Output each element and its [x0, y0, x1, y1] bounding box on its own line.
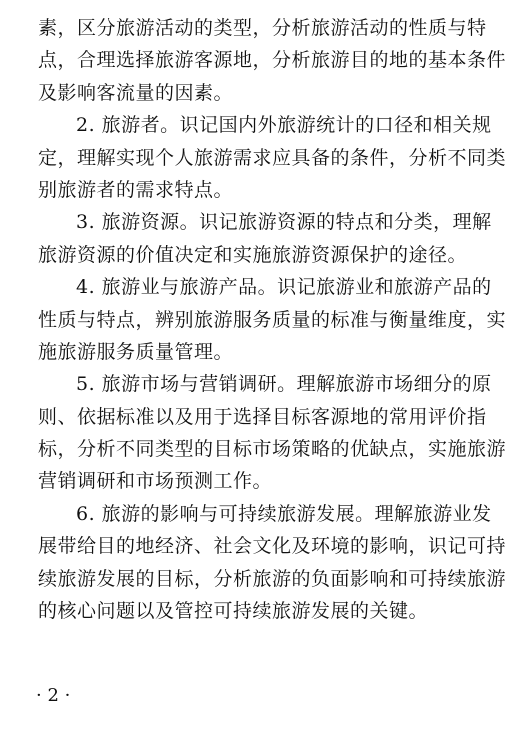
section-2-heading-line: 2. 旅游者。识记国内外旅游统计的口径和相关规: [76, 114, 492, 137]
text-line: 则、依据标准以及用于选择目标客源地的常用评价指: [38, 405, 487, 428]
section-5-heading-line: 5. 旅游市场与营销调研。理解旅游市场细分的原: [76, 373, 492, 396]
text-line: 点，合理选择旅游客源地，分析旅游目的地的基本条件: [38, 49, 507, 72]
text-line: 标，分析不同类型的目标市场策略的优缺点，实施旅游: [38, 438, 507, 461]
section-4-heading-line: 4. 旅游业与旅游产品。识记旅游业和旅游产品的: [76, 276, 492, 299]
section-3-heading-line: 3. 旅游资源。识记旅游资源的特点和分类，理解: [76, 211, 492, 234]
section-6-heading-line: 6. 旅游的影响与可持续旅游发展。理解旅游业发: [76, 502, 492, 525]
text-line: 营销调研和市场预测工作。: [38, 470, 273, 493]
text-line: 性质与特点，辨别旅游服务质量的标准与衡量维度，实: [38, 308, 507, 331]
text-line: 续旅游发展的目标，分析旅游的负面影响和可持续旅游: [38, 567, 507, 590]
text-line: 展带给目的地经济、社会文化及环境的影响，识记可持: [38, 535, 507, 558]
text-line: 别旅游者的需求特点。: [38, 178, 234, 201]
text-line: 施旅游服务质量管理。: [38, 340, 234, 363]
text-line: 旅游资源的价值决定和实施旅游资源保护的途径。: [38, 243, 468, 266]
text-line: 及影响客流量的因素。: [38, 81, 234, 104]
text-line: 素，区分旅游活动的类型，分析旅游活动的性质与特: [38, 17, 487, 39]
text-line: 定，理解实现个人旅游需求应具备的条件，分析不同类: [38, 146, 507, 169]
text-line: 的核心问题以及管控可持续旅游发展的关键。: [38, 600, 429, 623]
document-body: [38, 12, 507, 627]
page-number: · 2 ·: [36, 685, 71, 706]
